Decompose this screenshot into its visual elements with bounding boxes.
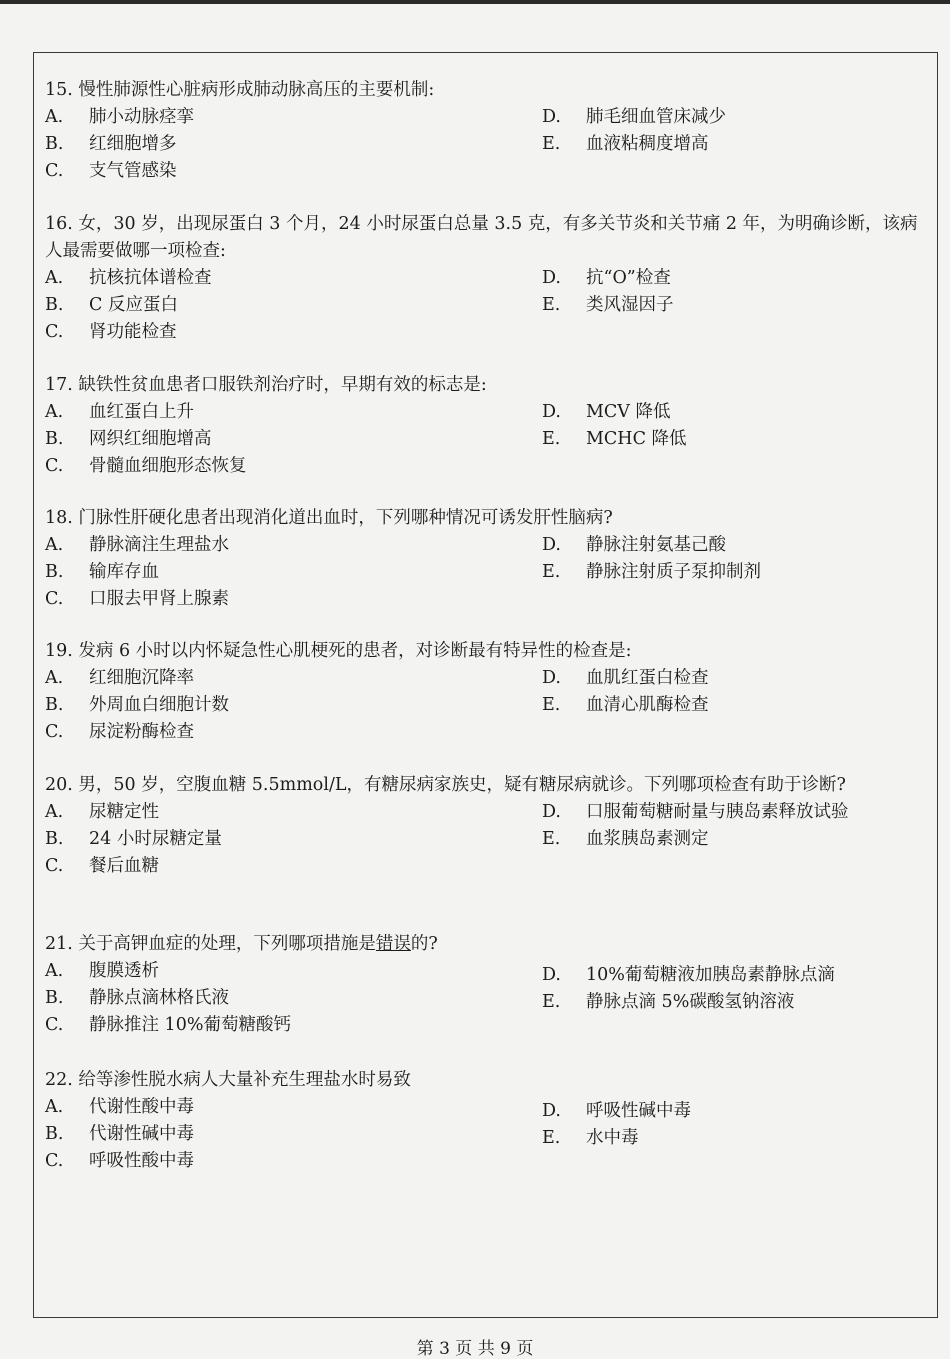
option-e [542,426,687,453]
option-d [542,665,709,692]
option-letter: C. [45,456,64,476]
option-text: 抗核抗体谱检查 [89,268,212,288]
question-stem: 22. 给等渗性脱水病人大量补充生理盐水时易致 [45,1070,411,1090]
question-stem: 16. 女，30 岁，出现尿蛋白 3 个月，24 小时尿蛋白总量 3.5 克，有多关节炎和关节痛 2 年，为明确诊断，该病人最需要做哪一项检查: [45,214,918,261]
option-text: 血肌红蛋白检查 [586,668,709,688]
option-text: 腹膜透析 [89,961,159,981]
option-d [542,399,671,426]
option-letter: A. [45,535,64,555]
option-text: 口服葡萄糖耐量与胰岛素释放试验 [586,802,849,822]
option-letter: A. [45,668,64,688]
option-text: 血液粘稠度增高 [586,134,709,154]
option-e [542,131,709,158]
option-text: 尿糖定性 [89,802,159,822]
option-list [45,958,935,1039]
question-17 [45,372,935,480]
question-22 [45,1067,935,1175]
question-15 [45,77,935,185]
option-c [45,719,194,746]
option-letter: E. [542,1128,561,1148]
option-letter: D. [542,402,561,422]
option-letter: E. [542,429,561,449]
option-letter: E. [542,829,561,849]
option-letter: A. [45,107,64,127]
option-c [45,853,159,880]
option-text: 类风湿因子 [586,295,674,315]
question-stem: 15. 慢性肺源性心脏病形成肺动脉高压的主要机制: [45,80,435,100]
option-list [45,532,935,613]
option-list [45,799,935,880]
option-a [45,665,194,692]
scan-top-edge [0,0,950,4]
option-letter: B. [45,562,64,582]
option-letter: B. [45,295,64,315]
option-letter: E. [542,695,561,715]
option-a [45,1094,194,1121]
option-letter: D. [542,535,561,555]
option-list [45,665,935,746]
option-a [45,799,159,826]
option-text: 红细胞沉降率 [89,668,194,688]
option-text: 静脉注射氨基己酸 [586,535,726,555]
question-stem: 19. 发病 6 小时以内怀疑急性心肌梗死的患者，对诊断最有特异性的检查是: [45,641,632,661]
option-c [45,453,247,480]
option-letter: E. [542,992,561,1012]
option-text: 呼吸性碱中毒 [586,1101,691,1121]
option-letter: E. [542,295,561,315]
option-b [45,559,159,586]
option-text: C 反应蛋白 [89,295,178,315]
option-letter: B. [45,829,64,849]
option-text: 静脉滴注生理盐水 [89,535,229,555]
option-letter: C. [45,161,64,181]
question-19 [45,638,935,746]
option-letter: A. [45,961,64,981]
option-e [542,989,794,1016]
option-list [45,265,935,346]
option-letter: B. [45,134,64,154]
option-text: MCHC 降低 [586,429,687,449]
option-text: 红细胞增多 [89,134,177,154]
option-a [45,958,159,985]
option-letter: A. [45,402,64,422]
question-stem-text: 的? [410,934,438,954]
option-c [45,319,177,346]
option-c [45,586,229,613]
option-letter: D. [542,107,561,127]
option-letter: D. [542,802,561,822]
option-letter: B. [45,695,64,715]
option-text: 支气管感染 [89,161,177,181]
option-letter: A. [45,268,64,288]
page-number: 第 3 页 共 9 页 [416,1339,534,1359]
option-b [45,426,212,453]
option-a [45,265,212,292]
option-letter: C. [45,589,64,609]
question-20 [45,772,935,880]
option-text: 静脉点滴 5%碳酸氢钠溶液 [586,992,795,1012]
option-c [45,1148,194,1175]
option-letter: C. [45,856,64,876]
option-text: 10%葡萄糖液加胰岛素静脉点滴 [586,965,835,985]
option-letter: B. [45,1124,64,1144]
option-letter: B. [45,988,64,1008]
question-stem: 17. 缺铁性贫血患者口服铁剂治疗时，早期有效的标志是: [45,375,487,395]
option-letter: C. [45,1015,64,1035]
option-letter: C. [45,722,64,742]
option-b [45,826,222,853]
option-letter: D. [542,965,561,985]
question-16 [45,211,935,346]
option-b [45,292,178,319]
option-letter: A. [45,1097,64,1117]
option-e [542,692,709,719]
option-text: 尿淀粉酶检查 [89,722,194,742]
option-text: 24 小时尿糖定量 [89,829,222,849]
option-d [542,962,835,989]
option-d [542,265,671,292]
option-b [45,985,229,1012]
option-text: 呼吸性酸中毒 [89,1151,194,1171]
question-18 [45,505,935,613]
question-stem-text: 21. 关于高钾血症的处理，下列哪项措施是 [45,934,376,954]
option-letter: D. [542,268,561,288]
option-c [45,158,177,185]
option-b [45,131,177,158]
option-text: 肺毛细血管床减少 [586,107,726,127]
option-text: 输库存血 [89,562,159,582]
option-text: MCV 降低 [586,402,671,422]
option-letter: D. [542,668,561,688]
option-text: 血红蛋白上升 [89,402,194,422]
option-e [542,292,674,319]
question-21 [45,931,935,1039]
option-text: 静脉注射质子泵抑制剂 [586,562,761,582]
option-letter: E. [542,134,561,154]
emphasis-underline: 错误 [375,934,411,954]
option-letter: C. [45,322,64,342]
option-text: 外周血白细胞计数 [89,695,229,715]
option-c [45,1012,291,1039]
option-e [542,1125,639,1152]
question-stem: 20. 男，50 岁，空腹血糖 5.5mmol/L，有糖尿病家族史，疑有糖尿病就诊。下列哪项检查有助于诊断? [45,775,846,795]
option-a [45,399,194,426]
option-text: 肾功能检查 [89,322,177,342]
option-list [45,1094,935,1175]
option-text: 肺小动脉痉挛 [89,107,194,127]
question-stem: 18. 门脉性肝硬化患者出现消化道出血时，下列哪种情况可诱发肝性脑病? [45,508,613,528]
option-text: 血清心肌酶检查 [586,695,709,715]
option-letter: C. [45,1151,64,1171]
option-text: 血浆胰岛素测定 [586,829,709,849]
option-b [45,1121,194,1148]
option-d [542,532,726,559]
option-a [45,532,229,559]
option-text: 代谢性碱中毒 [89,1124,194,1144]
option-text: 网织红细胞增高 [89,429,212,449]
option-d [542,799,849,826]
option-text: 抗“O”检查 [586,268,671,288]
option-letter: B. [45,429,64,449]
option-e [542,826,709,853]
option-text: 餐后血糖 [89,856,159,876]
option-text: 骨髓血细胞形态恢复 [89,456,247,476]
option-list [45,399,935,480]
option-d [542,1098,691,1125]
option-list [45,104,935,185]
option-letter: E. [542,562,561,582]
option-text: 静脉推注 10%葡萄糖酸钙 [89,1015,291,1035]
option-d [542,104,726,131]
option-b [45,692,229,719]
option-text: 代谢性酸中毒 [89,1097,194,1117]
option-e [542,559,761,586]
option-letter: A. [45,802,64,822]
option-text: 口服去甲肾上腺素 [89,589,229,609]
option-text: 静脉点滴林格氏液 [89,988,229,1008]
option-a [45,104,194,131]
option-letter: D. [542,1101,561,1121]
question-stem [45,931,935,958]
option-text: 水中毒 [586,1128,639,1148]
